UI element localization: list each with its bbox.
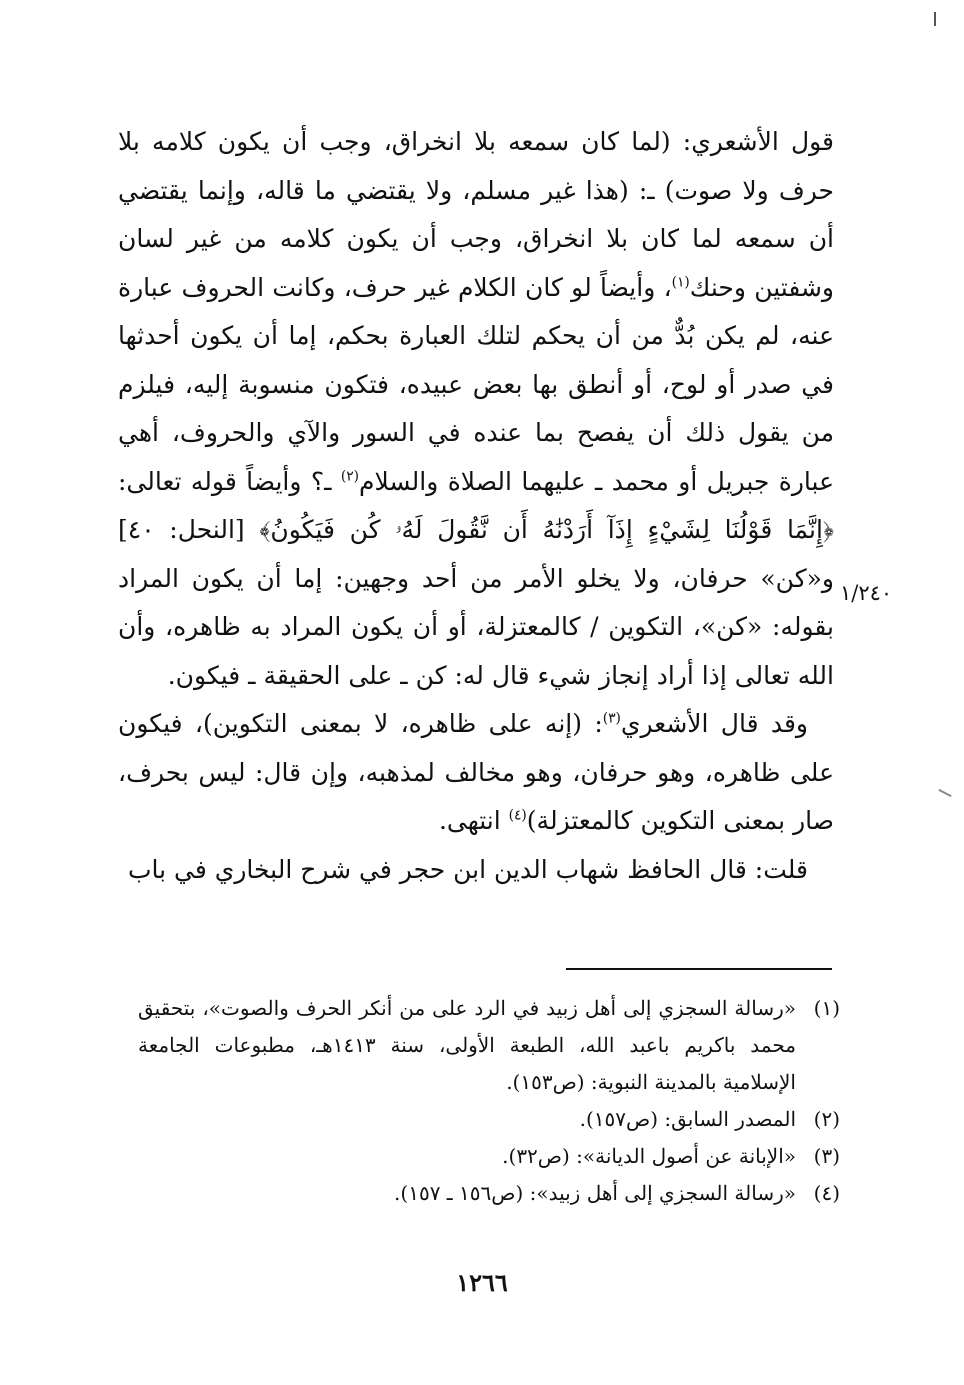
paragraph	[118, 700, 834, 846]
footnote-number: (٤)	[813, 1181, 840, 1205]
footnote	[138, 990, 840, 1101]
footnote-number: (٢)	[813, 1107, 840, 1131]
text-segment: وقد قال الأشعري	[620, 709, 808, 738]
scan-edge-mark	[934, 12, 936, 26]
footnote	[138, 1175, 840, 1212]
text-segment: ـ؟ وأيضاً قوله تعالى: ﴿إِنَّمَا قَوْلُنَا لِشَيْءٍ إِذَآ أَرَدْنَٰهُ أَن نَّقُولَ لَهُۥ كُن فَيَكُونُ﴾ [النحل: ٤٠] و«كن» حرفان، ولا يخلو الأمر من أحد وجهين: إما أن يكون المراد بقوله: «كن»، التكوين / كالمعتزلة، أو أن يكون المراد به ظاهره، وأن الله تعالى إذا أراد إنجاز شيء قال له: كن ـ على الحقيقة ـ فيكون.	[118, 466, 834, 690]
text-segment: قول الأشعري: (لما كان سمعه بلا انخراق، وجب أن يكون كلامه بلا حرف ولا صوت) ـ: (هذا غير مسلم، ولا يقتضي ما قاله، وإنما يقتضي أن سمعه لما كان بلا انخراق، وجب أن يكون كلامه من غير لسان وشفتين وحنك	[118, 127, 835, 302]
scan-edge-mark	[938, 789, 951, 797]
footnote-number: (١)	[813, 996, 840, 1020]
footnote-reference: (٤)	[508, 807, 527, 824]
footnote-reference: (٣)	[602, 710, 621, 727]
paragraph	[118, 846, 834, 895]
footnote-text: «رسالة السجزي إلى أهل زبيد»: (ص١٥٦ ـ ١٥٧).	[394, 1181, 796, 1205]
footnote-divider	[566, 968, 832, 970]
text-segment: ، وأيضاً لو كان الكلام غير حرف، وكانت الحروف عبارة عنه، لم يكن بُدٌّ من أن يحكم لتلك العبارة بحكم، إما أن يكون أحدثها في صدر أو لوح، أو أنطق بها بعض عبيده، فتكون منسوبة إليه، فيلزم من يقول ذلك أن يفصح بما عنده في السور والآي والحروف، أهي عبارة جبريل أو محمد ـ عليهما الصلاة والسلام	[118, 272, 834, 496]
paragraph	[118, 118, 834, 700]
footnote	[138, 1101, 840, 1138]
footnotes-section	[138, 990, 840, 1212]
footnote-text: «الإبانة عن أصول الديانة»: (ص٣٢).	[502, 1144, 796, 1168]
footnote-text: المصدر السابق: (ص١٥٧).	[579, 1107, 796, 1131]
marginal-page-reference: ١/٢٤٠	[840, 581, 893, 605]
footnote-text: «رسالة السجزي إلى أهل زبيد في الرد على من أنكر الحرف والصوت»، بتحقيق محمد باكريم باعبد الله، الطبعة الأولى، سنة ١٤١٣هـ، مطبوعات الجامعة الإسلامية بالمدينة النبوية: (ص١٥٣).	[138, 996, 796, 1094]
text-segment: : (إنه على ظاهره، لا بمعنى التكوين)، فيكون على ظاهره، وهو حرفان، وهو مخالف لمذهبه، وإن قال: ليس بحرف، صار بمعنى التكوين كالمعتزلة)	[118, 709, 834, 835]
footnote	[138, 1138, 840, 1175]
footnote-reference: (٢)	[340, 468, 359, 485]
main-text-block	[118, 118, 834, 894]
footnote-reference: (١)	[671, 274, 690, 291]
footnote-number: (٣)	[813, 1144, 840, 1168]
page-number: ١٢٦٦	[456, 1268, 508, 1297]
text-segment: انتهى.	[438, 806, 509, 835]
text-segment: قلت: قال الحافظ شهاب الدين ابن حجر في شرح البخاري في باب	[127, 854, 808, 884]
